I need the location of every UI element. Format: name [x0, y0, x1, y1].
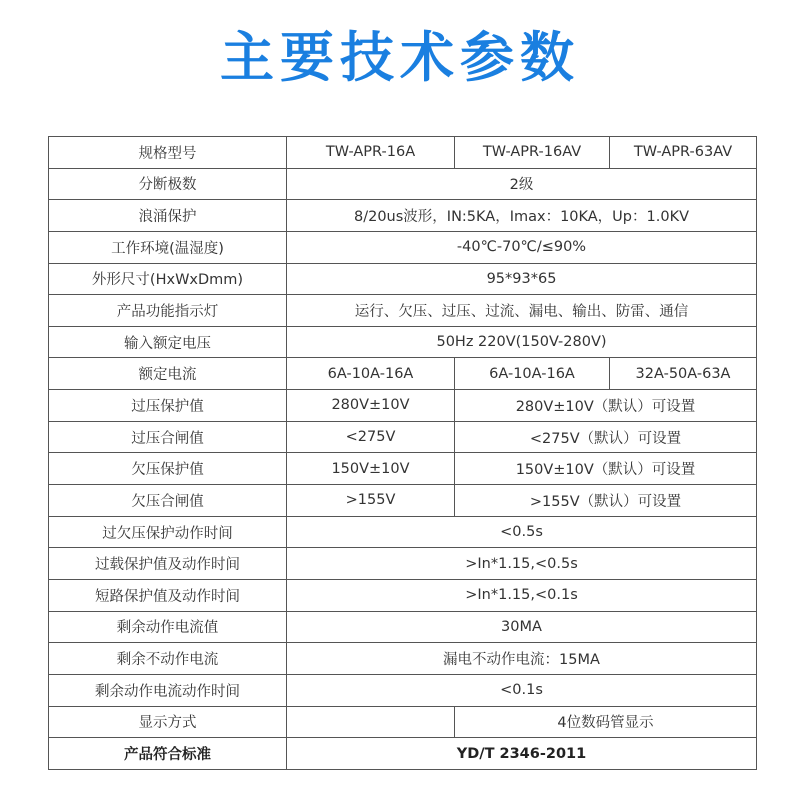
row-label: 剩余不动作电流 [49, 643, 287, 675]
cell-value-av: 280V±10V（默认）可设置 [455, 390, 757, 422]
table-row-environment [49, 231, 757, 263]
table-row-overload [49, 548, 757, 580]
table-row-undervoltage-reclose [49, 485, 757, 517]
cell-model-16av: TW-APR-16AV [455, 137, 610, 169]
row-label: 外形尺寸(HxWxDmm) [49, 263, 287, 295]
page-title: 主要技术参数 [220, 26, 580, 89]
table-row-overvoltage-reclose [49, 421, 757, 453]
row-value: >In*1.15,<0.5s [287, 548, 757, 580]
row-value: 30MA [287, 611, 757, 643]
table-row-dimensions [49, 263, 757, 295]
row-label: 欠压保护值 [49, 453, 287, 485]
row-label: 产品功能指示灯 [49, 295, 287, 327]
row-label: 额定电流 [49, 358, 287, 390]
row-label: 规格型号 [49, 137, 287, 169]
row-value: >In*1.15,<0.1s [287, 579, 757, 611]
row-value: -40℃-70℃/≤90% [287, 231, 757, 263]
row-label: 工作环境(温湿度) [49, 231, 287, 263]
row-value: <0.1s [287, 674, 757, 706]
cell-value-16a: >155V [287, 485, 455, 517]
spec-table [48, 136, 757, 770]
table-row-residual-action-time [49, 674, 757, 706]
row-value: <0.5s [287, 516, 757, 548]
table-row-standard [49, 738, 757, 770]
row-label: 过欠压保护动作时间 [49, 516, 287, 548]
table-row-surge [49, 200, 757, 232]
cell-current-63av: 32A-50A-63A [610, 358, 757, 390]
table-row-undervoltage-protect [49, 453, 757, 485]
cell-current-16a: 6A-10A-16A [287, 358, 455, 390]
row-value: 漏电不动作电流：15MA [287, 643, 757, 675]
row-label: 过压合闸值 [49, 421, 287, 453]
cell-value-av: >155V（默认）可设置 [455, 485, 757, 517]
row-value: 95*93*65 [287, 263, 757, 295]
row-label: 欠压合闸值 [49, 485, 287, 517]
row-label: 分断极数 [49, 168, 287, 200]
cell-value-16a: 150V±10V [287, 453, 455, 485]
row-value: 50Hz 220V(150V-280V) [287, 326, 757, 358]
row-label: 剩余动作电流动作时间 [49, 674, 287, 706]
table-row-poles [49, 168, 757, 200]
cell-current-16av: 6A-10A-16A [455, 358, 610, 390]
table-row-display [49, 706, 757, 738]
row-label: 显示方式 [49, 706, 287, 738]
table-row-residual-current [49, 611, 757, 643]
row-value: 2级 [287, 168, 757, 200]
table-row-indicators [49, 295, 757, 327]
table-row-residual-non-operating [49, 643, 757, 675]
row-value: YD/T 2346-2011 [287, 738, 757, 770]
cell-value-av: 150V±10V（默认）可设置 [455, 453, 757, 485]
cell-value-16a: <275V [287, 421, 455, 453]
row-label: 剩余动作电流值 [49, 611, 287, 643]
row-label: 过载保护值及动作时间 [49, 548, 287, 580]
table-row-input-voltage [49, 326, 757, 358]
table-row-short-circuit [49, 579, 757, 611]
cell-display-av: 4位数码管显示 [455, 706, 757, 738]
table-row-overvoltage-protect [49, 390, 757, 422]
cell-value-av: <275V（默认）可设置 [455, 421, 757, 453]
cell-value-16a: 280V±10V [287, 390, 455, 422]
table-row-rated-current [49, 358, 757, 390]
cell-model-16a: TW-APR-16A [287, 137, 455, 169]
cell-display-16a [287, 706, 455, 738]
table-row-voltage-action-time [49, 516, 757, 548]
row-label: 浪涌保护 [49, 200, 287, 232]
row-value: 运行、欠压、过压、过流、漏电、输出、防雷、通信 [287, 295, 757, 327]
row-label: 产品符合标准 [49, 738, 287, 770]
row-label: 短路保护值及动作时间 [49, 579, 287, 611]
cell-model-63av: TW-APR-63AV [610, 137, 757, 169]
row-label: 输入额定电压 [49, 326, 287, 358]
table-row-model [49, 137, 757, 169]
row-value: 8/20us波形，IN:5KA，Imax：10KA，Up：1.0KV [287, 200, 757, 232]
row-label: 过压保护值 [49, 390, 287, 422]
